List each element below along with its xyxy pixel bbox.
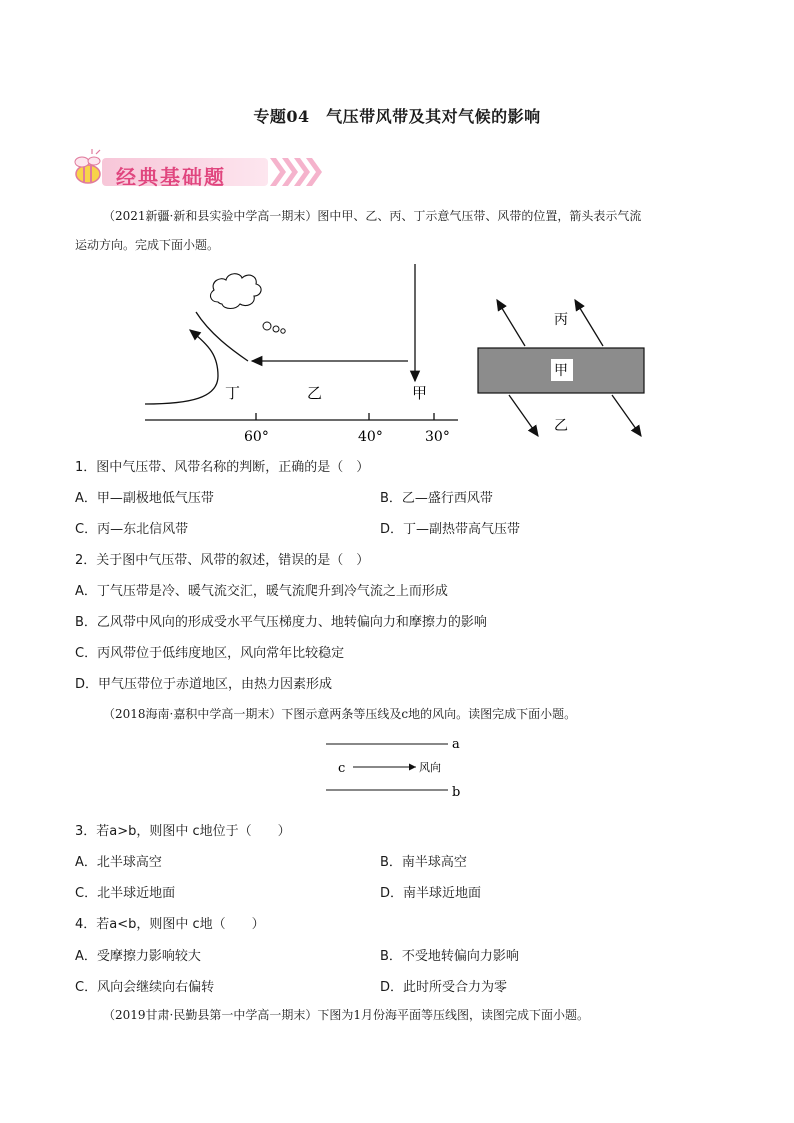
page-title: 专题04 气压带风带及其对气候的影响: [253, 107, 541, 126]
label-a: a: [452, 737, 460, 752]
question-1-option-a[interactable]: A．甲—副极地低气压带: [75, 491, 214, 506]
question-1-option-d[interactable]: D．丁—副热带高气压带: [380, 522, 521, 537]
section-banner: [66, 148, 326, 192]
label-wind-direction: 风向: [419, 761, 441, 774]
bee-icon: [75, 149, 100, 183]
question-2-option-b[interactable]: B．乙风带中风向的形成受水平气压梯度力、地转偏向力和摩擦力的影响: [75, 615, 487, 630]
label-c: c: [338, 761, 346, 776]
question-4-option-b[interactable]: B．不受地转偏向力影响: [380, 949, 519, 964]
tick-60: 60°: [244, 429, 269, 445]
passage-1-line-2: 运动方向。完成下面小题。: [75, 238, 220, 252]
question-3-option-a[interactable]: A．北半球高空: [75, 855, 162, 870]
tick-40: 40°: [358, 429, 383, 445]
question-2-option-d[interactable]: D．甲气压带位于赤道地区，由热力因素形成: [75, 677, 333, 692]
section-banner-label: 经典基础题: [116, 165, 226, 189]
right-label-yi: 乙: [554, 418, 568, 434]
question-2-stem: 2．关于图中气压带、风带的叙述，错误的是（ ）: [75, 553, 370, 568]
question-3-stem: 3．若a>b，则图中 c地位于（ ）: [75, 824, 291, 839]
question-4-option-d[interactable]: D．此时所受合力为零: [380, 980, 508, 995]
question-2-option-c[interactable]: C．丙风带位于低纬度地区，风向常年比较稳定: [75, 646, 345, 661]
question-4-option-c[interactable]: C．风向会继续向右偏转: [75, 980, 215, 995]
label-b: b: [452, 785, 461, 800]
right-label-bing: 丙: [554, 312, 568, 328]
label-ding: 丁: [225, 384, 241, 402]
label-jia: 甲: [412, 384, 428, 402]
question-2-option-a[interactable]: A．丁气压带是冷、暖气流交汇，暖气流爬升到冷气流之上而形成: [75, 584, 448, 599]
right-label-jia: 甲: [554, 363, 568, 379]
question-4-option-a[interactable]: A．受摩擦力影响较大: [75, 949, 201, 964]
question-3-option-d[interactable]: D．南半球近地面: [380, 886, 482, 901]
question-4-stem: 4．若a<b，则图中 c地（ ）: [75, 917, 265, 932]
question-3-option-c[interactable]: C．北半球近地面: [75, 886, 176, 901]
passage-3: （2019甘肃·民勤县第一中学高一期末）下图为1月份海平面等压线图，读图完成下面小题。: [103, 1008, 589, 1022]
question-3-option-b[interactable]: B．南半球高空: [380, 855, 467, 870]
passage-1-line-1: （2021新疆·新和县实验中学高一期末）图中甲、乙、丙、丁示意气压带、风带的位置，箭头表示气流: [103, 209, 642, 223]
question-1-stem: 1．图中气压带、风带名称的判断，正确的是（ ）: [75, 460, 370, 475]
figure-pressure-belts: [140, 258, 660, 448]
figure-isobars: [320, 732, 480, 802]
tick-30: 30°: [425, 429, 450, 445]
question-1-option-b[interactable]: B．乙—盛行西风带: [380, 491, 493, 506]
passage-2: （2018海南·嘉积中学高一期末）下图示意两条等压线及c地的风向。读图完成下面小题。: [103, 707, 577, 721]
label-yi: 乙: [307, 384, 323, 402]
question-1-option-c[interactable]: C．丙—东北信风带: [75, 522, 189, 537]
